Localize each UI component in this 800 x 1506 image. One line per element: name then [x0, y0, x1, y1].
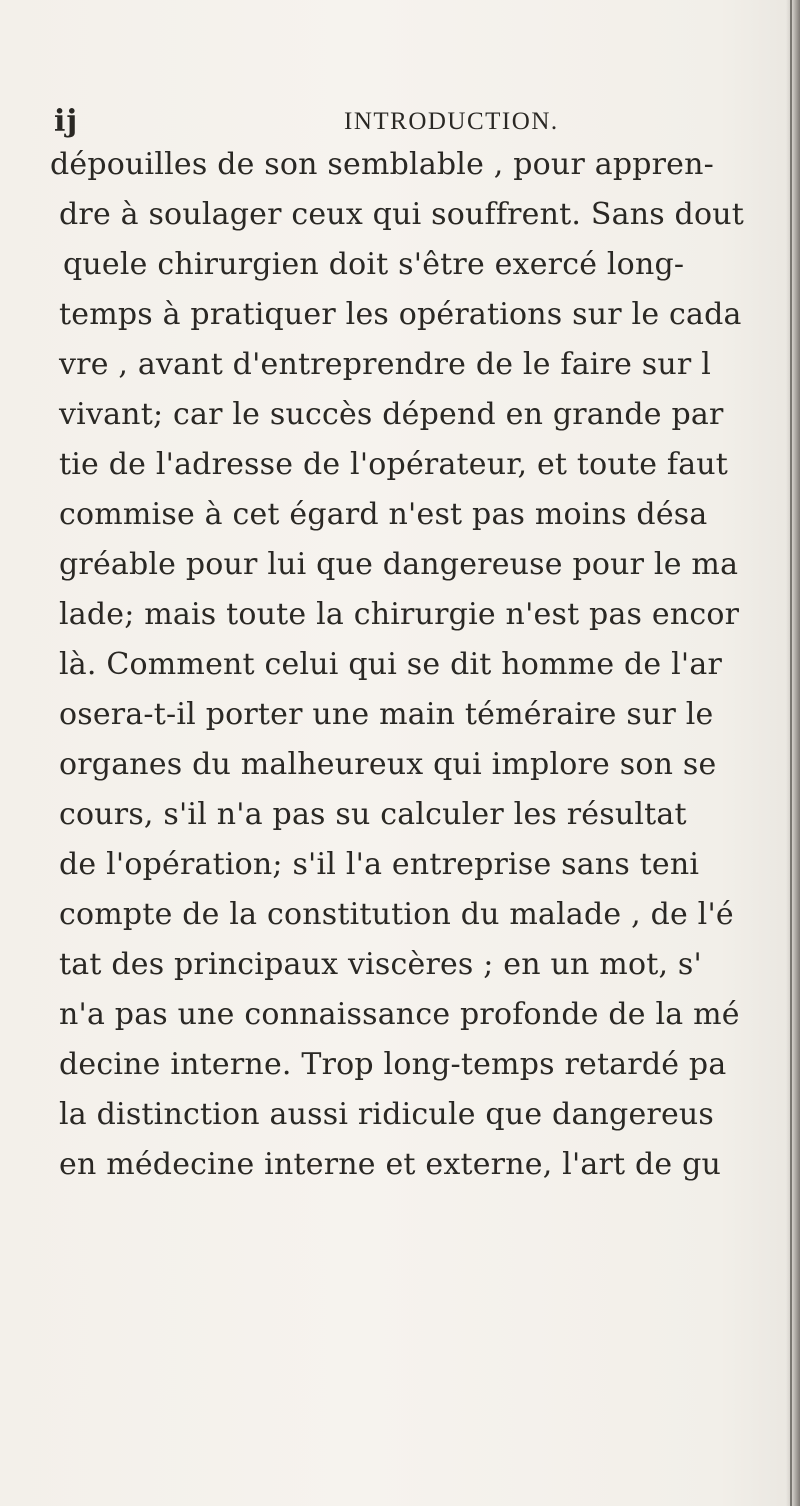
- text-line: organes du malheureux qui implore son se: [59, 747, 717, 782]
- text-line: cours, s'il n'a pas su calculer les résultat: [59, 797, 687, 832]
- text-line: compte de la constitution du malade , de l'é: [59, 897, 734, 932]
- text-line: tie de l'adresse de l'opérateur, et toute faut: [59, 447, 729, 482]
- text-line: n'a pas une connaissance profonde de la mé: [59, 997, 740, 1032]
- text-line: commise à cet égard n'est pas moins désa: [59, 497, 708, 532]
- text-line: temps à pratiquer les opérations sur le cada: [59, 297, 742, 332]
- page-number: ij: [54, 104, 79, 139]
- text-line: dépouilles de son semblable , pour appren-: [50, 147, 714, 182]
- text-line: vre , avant d'entreprendre de le faire sur l: [59, 347, 711, 382]
- text-line: lade; mais toute la chirurgie n'est pas encor: [59, 597, 740, 632]
- page-edge-line: [790, 0, 792, 1506]
- text-line: osera-t-il porter une main téméraire sur le: [59, 697, 714, 732]
- text-line: decine interne. Trop long-temps retardé pa: [59, 1047, 727, 1082]
- text-line: quele chirurgien doit s'être exercé long-: [63, 247, 685, 282]
- text-line: là. Comment celui qui se dit homme de l'ar: [59, 647, 722, 682]
- text-line: la distinction aussi ridicule que dangereus: [59, 1097, 715, 1132]
- text-line: en médecine interne et externe, l'art de gu: [59, 1147, 722, 1182]
- text-line: tat des principaux viscères ; en un mot, s': [59, 947, 702, 982]
- text-line: dre à soulager ceux qui souffrent. Sans dout: [59, 197, 745, 232]
- body-text: [50, 140, 790, 1190]
- text-line: de l'opération; s'il l'a entreprise sans teni: [59, 847, 700, 882]
- text-line: gréable pour lui que dangereuse pour le ma: [59, 547, 739, 582]
- running-head: INTRODUCTION.: [344, 108, 559, 135]
- text-line: vivant; car le succès dépend en grande par: [59, 397, 724, 432]
- page-header: [54, 104, 774, 144]
